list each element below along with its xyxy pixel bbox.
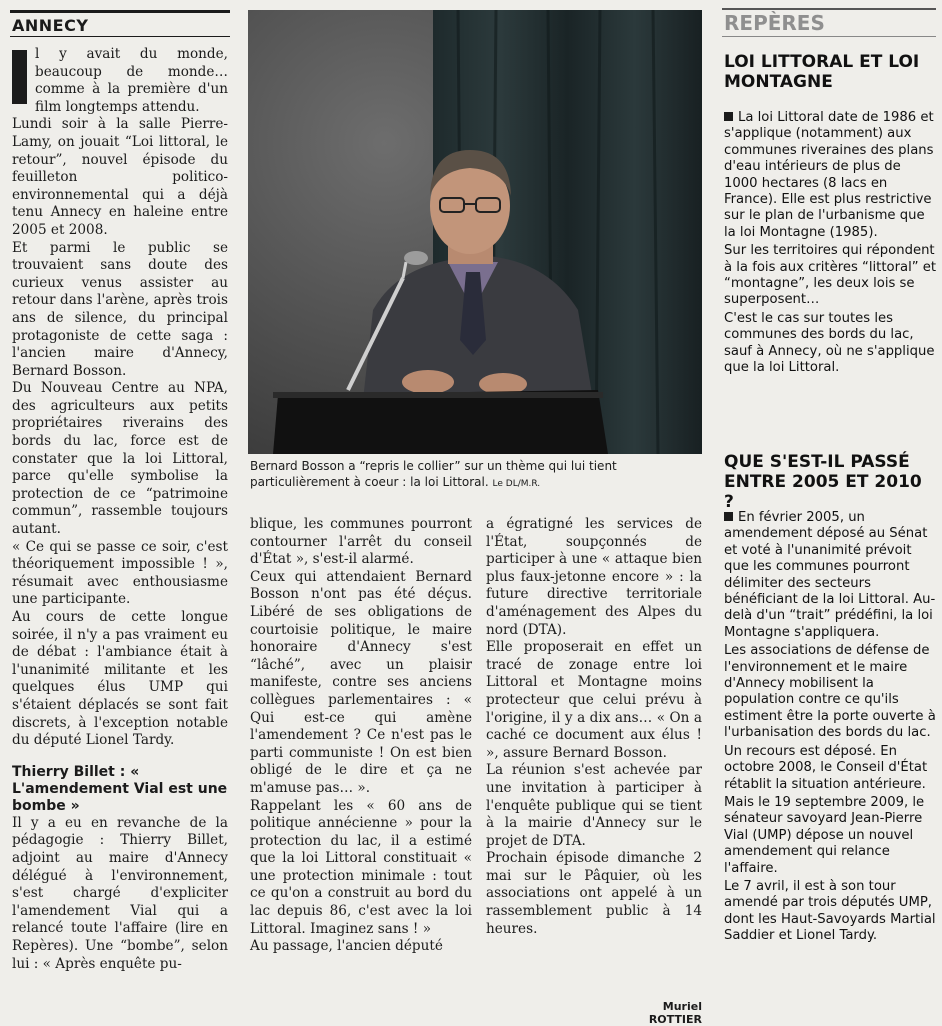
article-subheading: Thierry Billet : « L'amendement Vial est une bombe » [12,763,228,814]
article-column-2 [250,516,472,956]
article-column-1 [12,46,228,973]
reperes-box2-body [724,510,938,947]
photo-credit: Le DL/M.R. [492,479,541,489]
reperes-paragraph: Les associations de défense de l'environnement et le maire d'Annecy mobilisent la population contre ce qu'ils estiment être la porte ouverte à l'urbanisation des bords du lac. [724,643,936,741]
article-paragraph: blique, les communes pourront contourner l'arrêt du conseil d'État », s'est-il alarmé. [250,516,472,568]
reperes-paragraph: Un recours est déposé. En octobre 2008, le Conseil d'État rétablit la situation antérieure. [724,743,928,792]
reperes-paragraph: C'est le cas sur toutes les communes des bords du lac, sauf à Annecy, où ne s'applique que la loi Littoral. [724,310,935,376]
article-paragraph: a égratigné les services de l'État, soupçonnés de participer à une « attaque bien plus faux-jetonne encore » : la future directive territoriale d'aménagement des Alpes du nord (DTA). [486,516,702,638]
reperes-paragraph: Le 7 avril, il est à son tour amendé par trois députés UMP, dont les Haut-Savoyards Martial Saddier et Lionel Tardy. [724,878,936,944]
article-author: Muriel ROTTIER [648,1000,702,1026]
reperes-box1-body [724,110,938,379]
article-paragraph: « Ce qui se passe ce soir, c'est théoriquement impossible ! », résumait avec enthousiasme une participante. [12,538,228,608]
article-paragraph: La réunion s'est achevée par une invitation à participer à l'enquête publique qui se tient à la mairie d'Annecy sur le projet de DTA. [486,762,702,849]
photo-bernard-bosson [248,10,702,454]
reperes-box1-title: LOI LITTORAL ET LOI MONTAGNE [724,52,920,92]
article-paragraph: l y avait du monde, beaucoup de monde… comme à la première d'un film longtemps attendu. [12,46,228,116]
bullet-square-icon [724,512,733,521]
article-paragraph: Prochain épisode dimanche 2 mai sur le Pâquier, où les associations ont appelé à un rassemblement public à 14 heures. [486,850,702,937]
reperes-heading: REPÈRES [722,8,936,37]
article-paragraph: Au cours de cette longue soirée, il n'y a pas vraiment eu de débat : l'ambiance était à l'unanimité militante et les quelques élus UMP qui s'étaient déplacés se sont fait discrets, à l'exception notable du député Lionel Tardy. [12,609,228,749]
reperes-box2-title: QUE S'EST-IL PASSÉ ENTRE 2005 ET 2010 ? [724,452,922,512]
photo-caption: Bernard Bosson a “repris le collier” sur un thème qui lui tient particulièrement à coeur : la loi Littoral. Le DL/M.R. [250,459,617,489]
section-heading: ANNECY [10,10,230,37]
article-paragraph: Du Nouveau Centre au NPA, des agriculteurs aux petits propriétaires riverains des bords du lac, force est de constater que la loi Littoral, parce qu'elle symbolise la protection de ce “patrimoine commun”, rassemble toujours autant. [12,380,228,538]
reperes-paragraph: En février 2005, un amendement déposé au Sénat et voté à l'unanimité prévoit que les communes pourront délimiter des secteurs bénéficiant de la loi Littoral. Au-delà d'un “trait” prédéfini, la loi Montagne s'appliquera. [724,510,936,640]
reperes-paragraph: La loi Littoral date de 1986 et s'applique (notamment) aux communes riveraines des plans d'eau intérieurs de plus de 1000 hectares (8 lacs en France). Elle est plus restrictive sur le plan de l'urbanisme que la loi Montagne (1985). [724,110,934,240]
bullet-square-icon [724,112,733,121]
article-column-3 [486,516,702,938]
article-paragraph: Elle proposerait en effet un tracé de zonage entre loi Littoral et Montagne moins protecteur que celui prévu à l'origine, il y a dix ans… « On a caché ce document aux élus ! », assure Bernard Bosson. [486,639,702,761]
article-paragraph: Il y a eu en revanche de la pédagogie : Thierry Billet, adjoint au maire d'Annecy délégué à l'environnement, s'est chargé d'expliciter l'amendement Vial qui a relancé toute l'affaire (lire en Repères). Une “bombe”, selon lui : « Après enquête pu- [12,814,228,972]
reperes-paragraph: Mais le 19 septembre 2009, le sénateur savoyard Jean-Pierre Vial (UMP) dépose un nouvel amendement qui relance l'affaire. [724,794,925,876]
drop-cap [12,50,27,104]
article-paragraph: Rappelant les « 60 ans de politique annécienne » pour la protection du lac, il a estimé que la loi Littoral constituait « une protection minimale : tout ce qu'on a construit au bord du lac depuis 86, c'est avec la loi Littoral. Imaginez sans ! » [250,797,472,937]
article-paragraph: Au passage, l'ancien député [250,938,443,955]
article-paragraph: Ceux qui attendaient Bernard Bosson n'ont pas été déçus. Libéré de ses obligations de courtoisie politique, le maire honoraire d'Annecy s'est “lâché”, avec un plaisir manifeste, contre ses anciens collègues parlementaires : « Qui est-ce qui amène l'amendement ? Ce n'est pas le parti communiste ! On est bien obligé de le dire et ça ne m'amuse pas… ». [250,568,472,796]
article-paragraph: Et parmi le public se trouvaient sans doute des curieux venus assister au retour dans l'arène, après trois ans de silence, du principal protagoniste de cette saga : l'ancien maire d'Annecy, Bernard Bosson. [12,239,228,379]
article-paragraph: Lundi soir à la salle Pierre-Lamy, on jouait “Loi littoral, le retour”, nouvel épisode du feuilleton politico-environnemental qui a déjà tenu Annecy en haleine entre 2005 et 2008. [12,116,228,238]
reperes-paragraph: Sur les territoires qui répondent à la fois aux critères “littoral” et “montagne”, les deux lois se superposent… [724,243,937,308]
